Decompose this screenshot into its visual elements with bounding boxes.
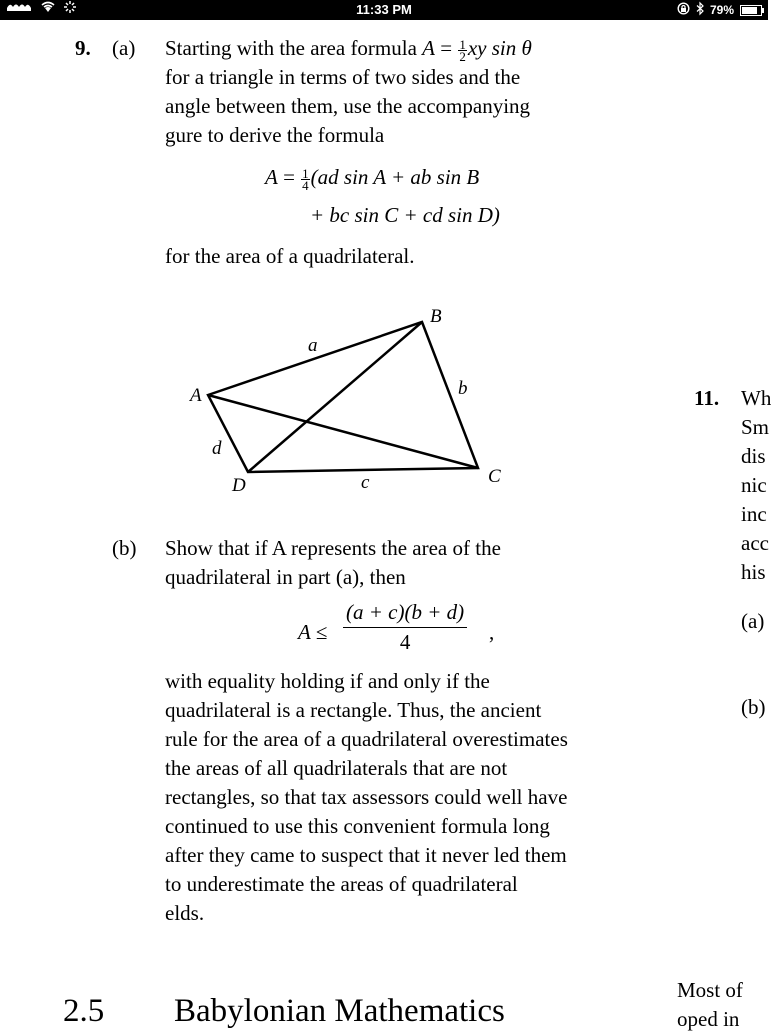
section-side-line-1: Most of: [677, 978, 743, 1002]
problem-9b-line-1: Show that if A represents the area of the: [165, 536, 501, 560]
problem-11-line-2: Sm: [741, 415, 770, 439]
problem-11b-label: (b): [741, 695, 766, 719]
diagonal-ac: [208, 395, 478, 468]
side-label-b: b: [458, 378, 468, 399]
status-time: 11:33 PM: [356, 2, 412, 17]
vertex-label-b: B: [430, 306, 442, 327]
book-page: [0, 20, 771, 1031]
problem-9b-para-line-3: rule for the area of a quadrilateral overestimates: [165, 727, 568, 751]
vertex-label-a: A: [190, 385, 202, 406]
problem-9b-line-2: quadrilateral in part (a), then: [165, 565, 406, 589]
status-right: [677, 2, 762, 18]
bluetooth-icon: [696, 2, 704, 18]
problem-9a-conclusion: for the area of a quadrilateral.: [165, 244, 415, 268]
problem-9b-para-line-2: quadrilateral is a rectangle. Thus, the ancient: [165, 698, 542, 722]
fraction-one-quarter: $\frac{1}{4}$: [302, 165, 309, 193]
problem-9b-para-line-1: with equality holding if and only if the: [165, 669, 490, 693]
battery-percent: 79%: [709, 3, 734, 17]
section-title: Babylonian Mathematics: [174, 993, 505, 1029]
problem-11-number: 11.: [694, 386, 720, 410]
inequality-denominator: 4: [399, 630, 411, 654]
problem-11-line-4: nic: [741, 473, 767, 497]
fraction-one-half: $\frac{1}{2}$: [459, 36, 466, 64]
battery-icon: [740, 5, 762, 16]
inequality-numerator: (a + c)(b + d): [343, 600, 467, 628]
section-number: 2.5: [63, 993, 105, 1029]
problem-9a-line-2: for a triangle in terms of two sides and the: [165, 65, 521, 89]
lock-rotation-icon: [677, 2, 690, 18]
problem-11-line-3: dis: [741, 444, 766, 468]
problem-9b-para-line-9: elds.: [165, 901, 205, 925]
problem-11a-label: (a): [741, 609, 765, 633]
inline-area-formula: A = $\frac{1}{2}$ xy sin θ: [422, 36, 532, 64]
diagonal-bd: [248, 322, 422, 472]
side-label-a: a: [308, 335, 318, 356]
vertex-label-d: D: [232, 475, 246, 496]
problem-9b-para-line-8: to underestimate the areas of quadrilateral: [165, 872, 518, 896]
problem-11-line-1: Wh: [741, 386, 771, 410]
quadrilateral-outline: [208, 322, 478, 472]
problem-9a-line-3: angle between them, use the accompanying: [165, 94, 531, 118]
status-bar: [0, 0, 768, 20]
problem-9a-line-1: Starting with the area formula A = $\frac{1}{2}$ xy sin θ: [165, 36, 532, 64]
quadrilateral-figure: [180, 300, 510, 500]
inequality-lhs: A ≤: [298, 620, 328, 644]
quadrilateral-formula-line-2: + bc sin C + cd sin D): [310, 203, 500, 227]
section-side-line-2: oped in: [677, 1007, 740, 1031]
problem-9b-para-line-4: the areas of all quadrilaterals that are not: [165, 756, 508, 780]
problem-9-number: 9.: [75, 36, 91, 60]
problem-9b-para-line-5: rectangles, so that tax assessors could well have: [165, 785, 568, 809]
side-label-d: d: [212, 438, 222, 459]
problem-11-line-6: acc: [741, 531, 769, 555]
problem-9b-para-line-7: after they came to suspect that it never led them: [165, 843, 567, 867]
quadrilateral-formula-line-1: A = $\frac{1}{4}$ (ad sin A + ab sin B: [265, 165, 480, 193]
inequality-fraction: [343, 600, 467, 655]
inequality-comma: ,: [489, 620, 495, 644]
problem-11-line-5: inc: [741, 502, 767, 526]
problem-9b-para-line-6: continued to use this convenient formula long: [165, 814, 550, 838]
problem-11-line-7: his: [741, 560, 766, 584]
problem-9a-label: (a): [112, 36, 136, 60]
problem-9a-line-4: gure to derive the formula: [165, 123, 385, 147]
problem-9b-label: (b): [112, 536, 137, 560]
side-label-c: c: [361, 472, 370, 493]
vertex-label-c: C: [488, 466, 501, 487]
